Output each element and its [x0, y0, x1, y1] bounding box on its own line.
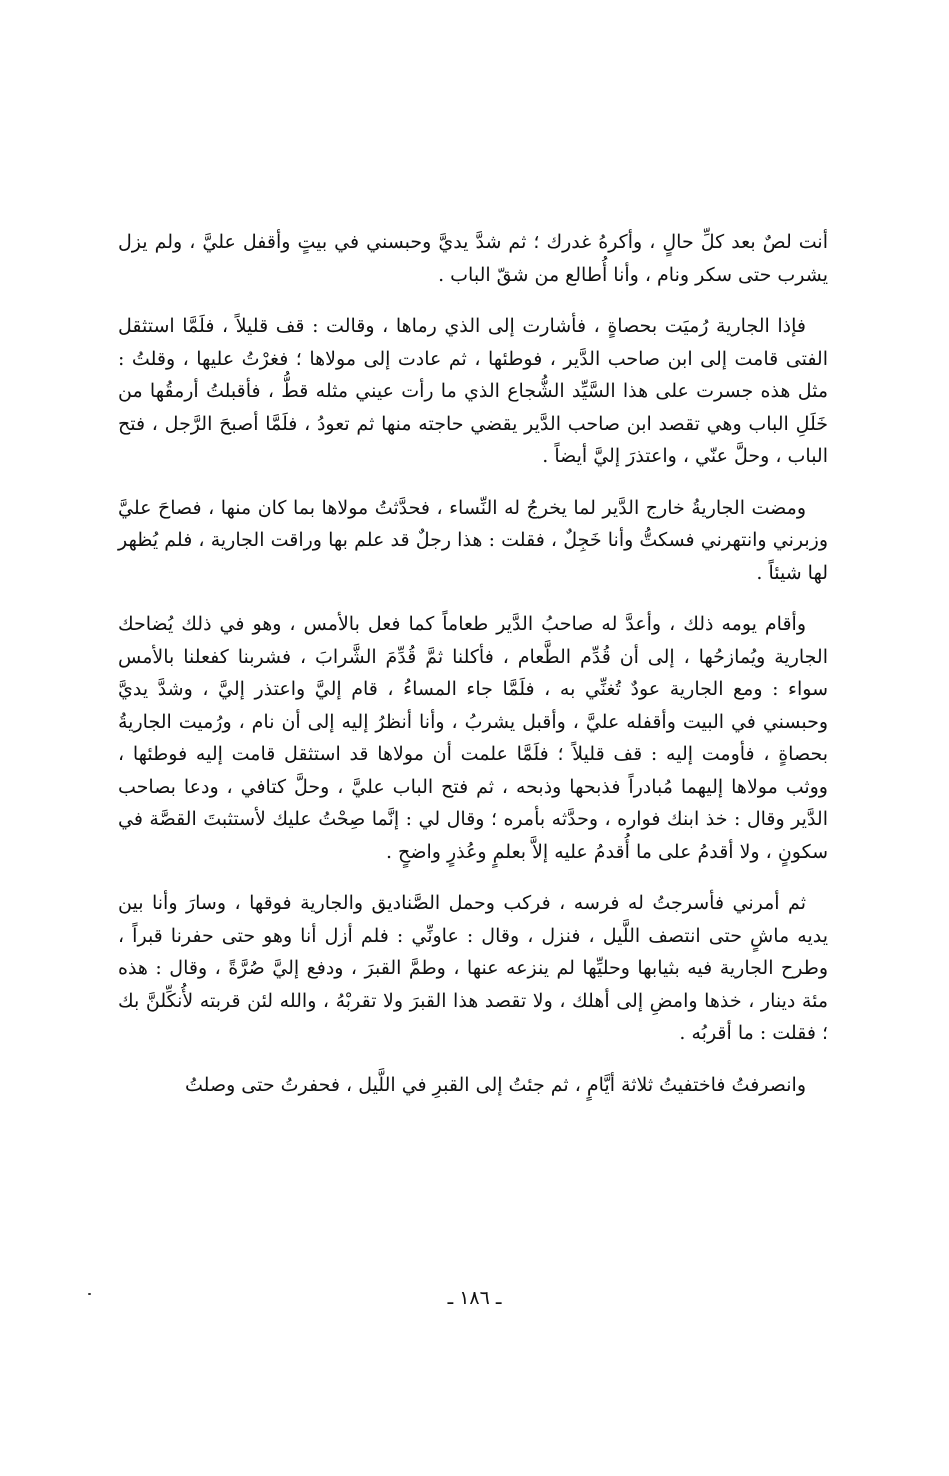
- paragraph-3: ومضت الجاريةُ خارج الدَّير لما يخرجُ له النِّساء ، فحدَّثتُ مولاها بما كان منها ، فصاحَ عليَّ وزبرني وانتهرني فسكتُّ وأنا خَجِلٌ ، فقلت : هذا رجلٌ قد علم بها وراقت الجارية ، فلم يُظهر لها شيئاً .: [118, 496, 828, 584]
- paragraph-6: وانصرفتُ فاختفيتُ ثلاثة أيَّامٍ ، ثم جئتُ إلى القبرِ في اللَّيل ، فحفرتُ حتى وصلتُ: [185, 1073, 806, 1096]
- body-text: [118, 226, 828, 1101]
- page-number: ـ ١٨٦ ـ: [447, 1287, 502, 1309]
- paragraph-5: ثم أمرني فأسرجتُ له فرسه ، فركب وحمل الصَّناديق والجارية فوقها ، وسارَ وأنا بين يديه ماشٍ حتى انتصف اللَّيل ، فنزل ، وقال : عاونِّي : فلم أزل أنا وهو حتى حفرنا قبراً ، وطرح الجارية فيه بثيابها وحليِّها لم ينزعه عنها ، وطمَّ القبرَ ، ودفع إليَّ صُرَّةً ، وقال : هذه مئة دينار ، خذها وامضِ إلى أهلك ، ولا تقصد هذا القبرَ ولا تقربْهُ ، والله لئن قربته لأُنكِّلنَّ بك ؛ فقلت : ما أقربُه .: [118, 892, 828, 1044]
- paragraph-4: وأقام يومه ذلك ، وأعدَّ له صاحبُ الدَّير طعاماً كما فعل بالأمس ، وهو في ذلك يُضاحك الجارية ويُمازحُها ، إلى أن قُدِّم الطَّعام ، فأكلنا ثمَّ قُدِّمَ الشَّرابَ ، فشربنا كفعلنا بالأمس سواء : ومع الجارية عودٌ تُغنِّي به ، فلَمَّا جاء المساءُ ، قام إليَّ واعتذر إليَّ ، وشدَّ يديَّ وحبسني في البيت وأقفله عليَّ ، وأقبل يشربُ ، وأنا أنظرُ إليه إلى أن نام ، ورُميت الجاريةُ بحصاةٍ ، فأومت إليه : قف قليلاً ؛ فلَمَّا علمت أن مولاها قد استثقل قامت إليه فوطئها ، ووثب مولاها إليهما مُبادراً فذبحها وذبحه ، ثم فتح الباب عليَّ ، وحلَّ كتافي ، ودعا بصاحب الدَّير وقال : خذ ابنك فواره ، وحدَّثه بأمره ؛ وقال لي : إنَّما صِحْتُ عليك لأستثبتَ القصَّة في سكونٍ ، ولا أقدمُ على ما أُقدمُ عليه إلاَّ بعلمٍ وعُذرٍ واضحٍ .: [118, 613, 828, 863]
- scan-speck: [88, 1293, 91, 1295]
- paragraph-1: أنت لصٌ بعد كلِّ حالٍ ، وأكرهُ غدرك ؛ ثم شدَّ يديَّ وحبسني في بيتٍ وأقفل عليَّ ، ولم يزل يشرب حتى سكر ونام ، وأنا أُطالع من شقّ الباب .: [118, 231, 828, 286]
- paragraph-2: فإذا الجارية رُميَت بحصاةٍ ، فأشارت إلى الذي رماها ، وقالت : قف قليلاً ، فلَمَّا استثقل الفتى قامت إلى ابن صاحب الدَّير ، فوطئها ، ثم عادت إلى مولاها ؛ فغرْتُ عليها ، وقلتُ : مثل هذه جسرت على هذا السَّيِّد الشُّجاع الذي ما رأت عيني مثله قطُّ ، فأقبلتُ أرمقُها من خَلَلِ الباب وهي تقصد ابن صاحب الدَّير يقضي حاجته منها ثم تعودُ ، فلَمَّا أصبحَ الرَّجل ، فتح الباب ، وحلَّ عنّي ، واعتذرَ إليَّ أيضاً .: [118, 315, 828, 467]
